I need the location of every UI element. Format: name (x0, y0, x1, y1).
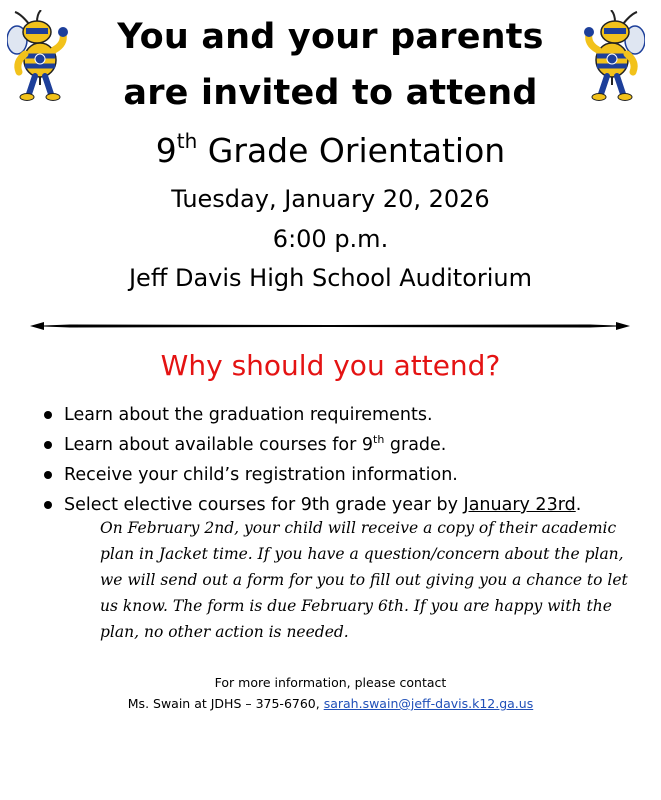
bullet-icon (44, 441, 52, 449)
reason-text: Receive your child’s registration information. (64, 465, 458, 485)
contact-name-phone: Ms. Swain at JDHS – 375-6760, (127, 696, 324, 711)
reason-text: . (575, 495, 582, 515)
reason-text: grade. (384, 435, 447, 455)
deadline-date: January 23rd (463, 495, 576, 515)
contact-intro: For more information, please contact (214, 675, 447, 690)
event-location: Jeff Davis High School Auditorium (128, 264, 533, 292)
title-superscript: th (176, 129, 198, 153)
list-item (36, 460, 646, 490)
bullet-icon (44, 471, 52, 479)
title-number: 9 (155, 131, 177, 170)
reason-text: Select elective courses for 9th grade year by (64, 495, 464, 515)
event-date: Tuesday, January 20, 2026 (171, 185, 490, 213)
bullet-icon (44, 411, 52, 419)
headline-line-2: are invited to attend (123, 73, 538, 113)
event-time: 6:00 p.m. (272, 225, 389, 253)
headline-line-1: You and your parents (117, 17, 544, 57)
ornamental-divider (30, 317, 630, 329)
reasons-list (36, 400, 646, 520)
list-item (36, 400, 646, 430)
list-item (36, 430, 646, 460)
academic-plan-note: On February 2nd, your child will receive a copy of their academic plan in Jacket time. If you have a question/concern about the plan, we will send out a form for you to fill out giving you a chance to let us know. The form is due February 6th. If you are happy with the plan, no other action is needed. (100, 519, 628, 641)
reason-text: Learn about the graduation requirements. (64, 405, 433, 425)
reason-superscript: th (373, 433, 385, 446)
title-text: Grade Orientation (197, 131, 506, 170)
page-title (0, 130, 661, 172)
contact-details (0, 694, 661, 714)
reason-text: Learn about available courses for 9 (64, 435, 374, 455)
why-attend-heading: Why should you attend? (160, 349, 501, 382)
bullet-icon (44, 501, 52, 509)
email-link[interactable]: sarah.swain@jeff-davis.k12.ga.us (323, 696, 534, 711)
